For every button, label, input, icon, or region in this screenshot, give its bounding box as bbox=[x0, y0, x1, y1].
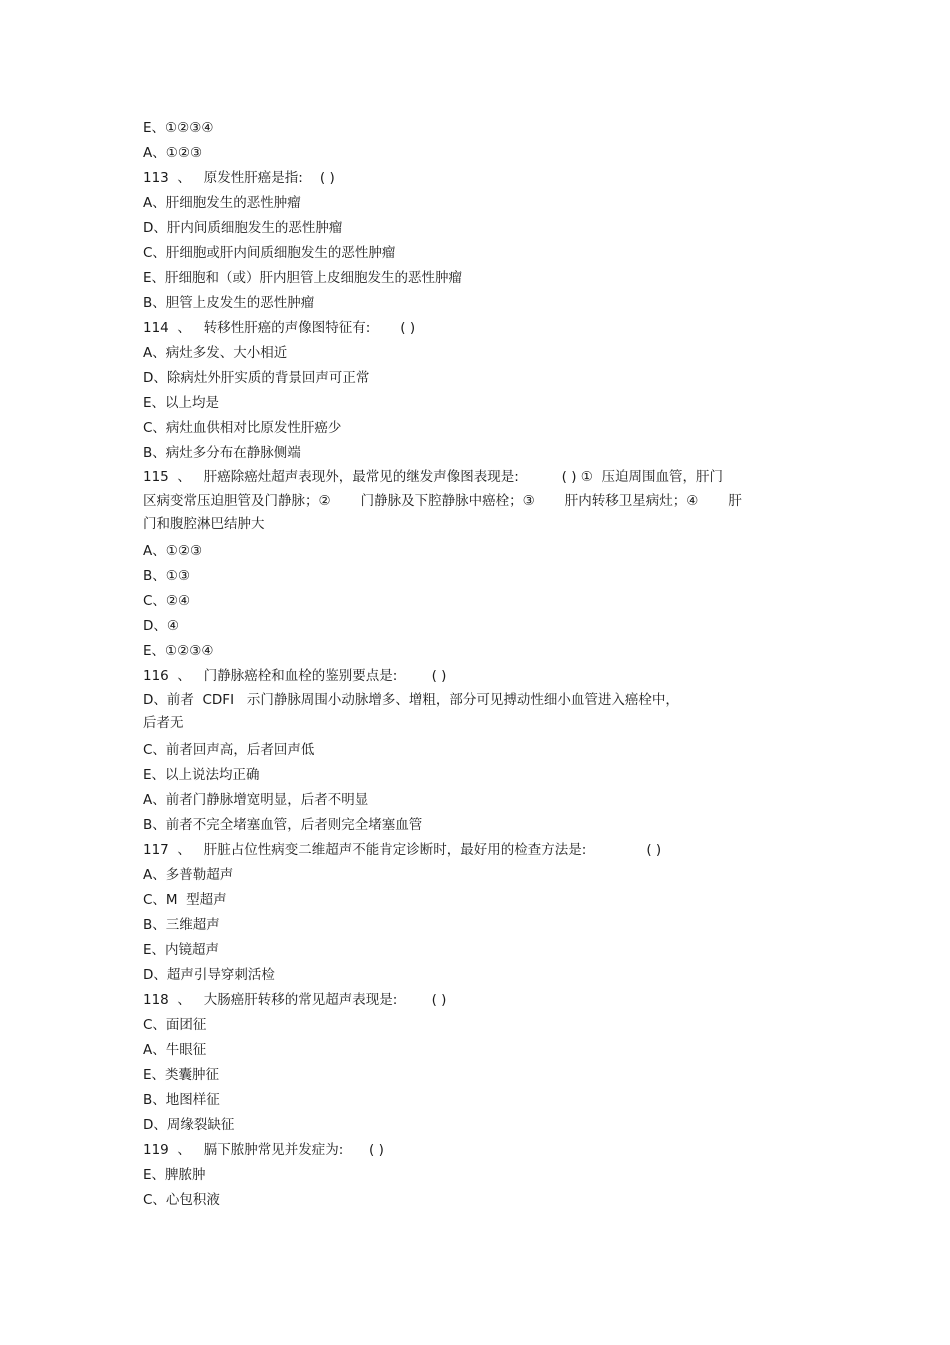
option-line: A、①②③ bbox=[143, 543, 203, 559]
option-line: D、除病灶外肝实质的背景回声可正常 bbox=[143, 370, 370, 386]
option-line-continued: 后者无 bbox=[143, 715, 184, 731]
option-line: B、前者不完全堵塞血管，后者则完全堵塞血管 bbox=[143, 817, 423, 833]
option-line: A、牛眼征 bbox=[143, 1042, 207, 1058]
question-114: 114 、 转移性肝癌的声像图特征有: ( ) bbox=[143, 320, 416, 336]
question-119: 119 、 膈下脓肿常见并发症为: ( ) bbox=[143, 1142, 384, 1158]
option-line: C、②④ bbox=[143, 593, 191, 609]
question-115: 115 、 肝癌除癌灶超声表现外，最常见的继发声像图表现是: ( ) ① 压迫周围血管，肝门 bbox=[143, 469, 723, 485]
question-117: 117 、 肝脏占位性病变二维超声不能肯定诊断时，最好用的检查方法是: ( ) bbox=[143, 842, 662, 858]
option-line: D、超声引导穿刺活检 bbox=[143, 967, 275, 983]
option-line: D、前者 CDFI 示门静脉周围小动脉增多、增粗，部分可见搏动性细小血管进入癌栓中， bbox=[143, 692, 679, 708]
option-line: E、以上说法均正确 bbox=[143, 767, 260, 783]
option-line: E、以上均是 bbox=[143, 395, 220, 411]
option-line: E、脾脓肿 bbox=[143, 1167, 206, 1183]
option-line: C、肝细胞或肝内间质细胞发生的恶性肿瘤 bbox=[143, 245, 396, 261]
option-line: D、肝内间质细胞发生的恶性肿瘤 bbox=[143, 220, 343, 236]
option-line: E、①②③④ bbox=[143, 120, 214, 136]
option-line: D、周缘裂缺征 bbox=[143, 1117, 235, 1133]
option-line: D、④ bbox=[143, 618, 179, 634]
option-line: B、地图样征 bbox=[143, 1092, 220, 1108]
option-line: A、①②③ bbox=[143, 145, 203, 161]
question-116: 116 、 门静脉癌栓和血栓的鉴别要点是: ( ) bbox=[143, 668, 447, 684]
option-line: A、前者门静脉增宽明显，后者不明显 bbox=[143, 792, 369, 808]
question-118: 118 、 大肠癌肝转移的常见超声表现是: ( ) bbox=[143, 992, 447, 1008]
option-line: C、面团征 bbox=[143, 1017, 207, 1033]
option-line: B、三维超声 bbox=[143, 917, 220, 933]
option-line: C、M 型超声 bbox=[143, 892, 227, 908]
option-line: E、肝细胞和（或）肝内胆管上皮细胞发生的恶性肿瘤 bbox=[143, 270, 463, 286]
question-113: 113 、 原发性肝癌是指: ( ) bbox=[143, 170, 335, 186]
question-text-block bbox=[143, 116, 813, 1213]
option-line: A、多普勒超声 bbox=[143, 867, 234, 883]
question-115-continued: 区病变常压迫胆管及门静脉；② 门静脉及下腔静脉中癌栓；③ 肝内转移卫星病灶；④ 肝 bbox=[143, 493, 742, 509]
option-line: C、前者回声高，后者回声低 bbox=[143, 742, 315, 758]
option-line: B、病灶多分布在静脉侧端 bbox=[143, 445, 301, 461]
option-line: E、①②③④ bbox=[143, 643, 214, 659]
option-line: C、心包积液 bbox=[143, 1192, 220, 1208]
option-line: B、胆管上皮发生的恶性肿瘤 bbox=[143, 295, 315, 311]
option-line: B、①③ bbox=[143, 568, 190, 584]
option-line: A、病灶多发、大小相近 bbox=[143, 345, 288, 361]
option-line: E、类囊肿征 bbox=[143, 1067, 220, 1083]
question-115-continued: 门和腹腔淋巴结肿大 bbox=[143, 516, 265, 532]
option-line: C、病灶血供相对比原发性肝癌少 bbox=[143, 420, 342, 436]
option-line: E、内镜超声 bbox=[143, 942, 220, 958]
option-line: A、肝细胞发生的恶性肿瘤 bbox=[143, 195, 301, 211]
